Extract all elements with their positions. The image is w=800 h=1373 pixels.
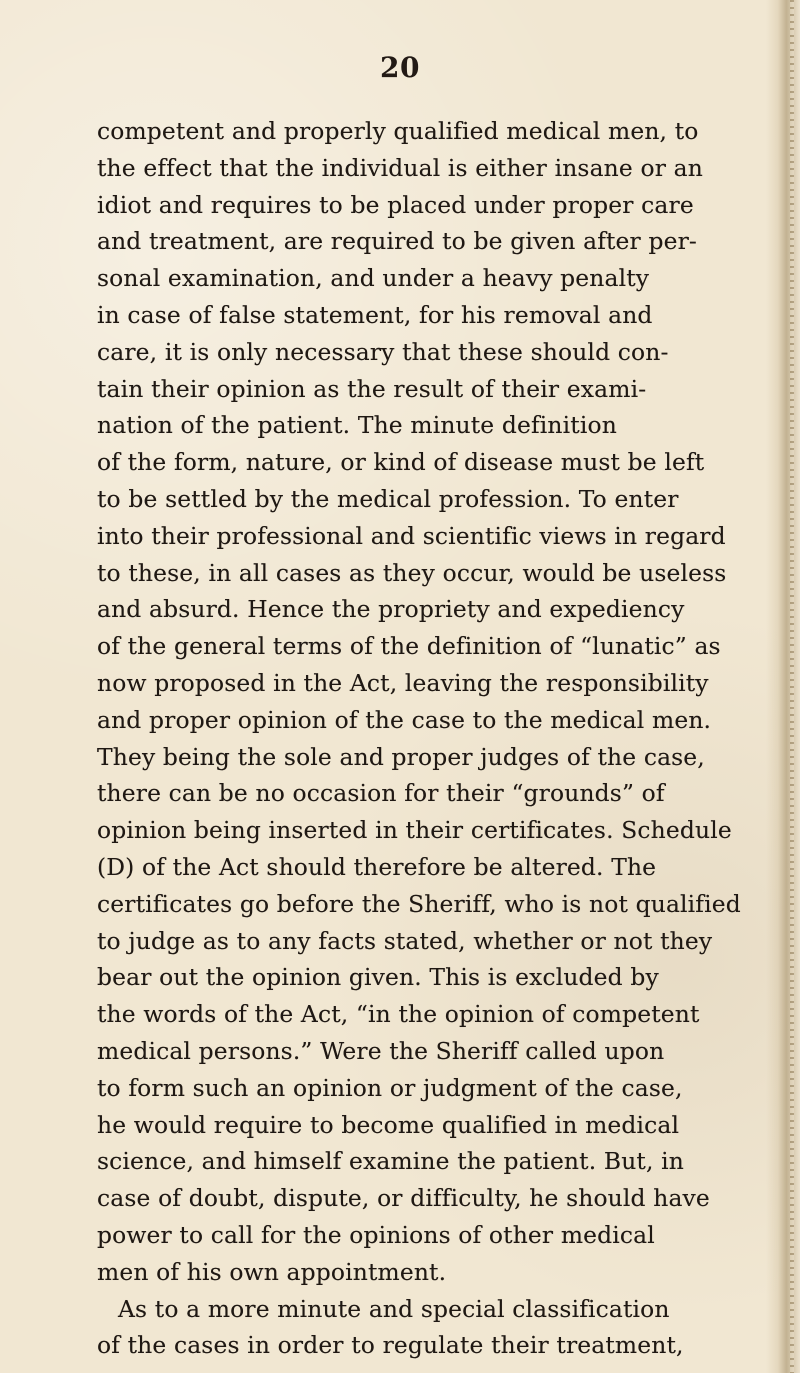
text-line: to be settled by the medical profession. To enter <box>97 484 679 513</box>
page-number: 20 <box>380 51 420 84</box>
text-line: tain their opinion as the result of their exami- <box>97 374 647 403</box>
text-line: the effect that the individual is either insane or an <box>97 153 703 182</box>
text-line: nation of the patient. The minute definition <box>97 411 617 440</box>
text-line: of the cases in order to regulate their treatment, <box>97 1331 684 1360</box>
text-line: They being the sole and proper judges of the case, <box>97 742 705 771</box>
text-line: of the form, nature, or kind of disease must be left <box>97 448 705 477</box>
text-line: competent and properly qualified medical men, to <box>97 117 699 145</box>
text-line: and proper opinion of the case to the medical men. <box>97 705 712 734</box>
text-line: there can be no occasion for their “grounds” of <box>97 779 665 808</box>
text-line: of the general terms of the definition of “lunatic” as <box>97 632 721 661</box>
text-line: to these, in all cases as they occur, would be useless <box>97 558 727 587</box>
text-line: case of doubt, dispute, or difficulty, he should have <box>97 1184 710 1213</box>
text-line: idiot and requires to be placed under proper care <box>97 190 694 219</box>
text-line: he would require to become qualified in medical <box>97 1110 680 1139</box>
text-line: to form such an opinion or judgment of the case, <box>97 1073 683 1102</box>
text-line: the words of the Act, “in the opinion of competent <box>97 1000 700 1029</box>
text-line: now proposed in the Act, leaving the responsibility <box>97 668 709 697</box>
text-line: (D) of the Act should therefore be altered. The <box>97 852 657 881</box>
text-line: power to call for the opinions of other medical <box>97 1220 655 1249</box>
text-line: certificates go before the Sheriff, who is not qualified <box>97 889 741 918</box>
body-text <box>96 113 790 1364</box>
text-line: and absurd. Hence the propriety and expediency <box>97 595 685 624</box>
text-line: men of his own appointment. <box>97 1257 447 1286</box>
text-line: bear out the opinion given. This is excluded by <box>97 963 659 992</box>
text-line: to judge as to any facts stated, whether or not they <box>97 926 713 955</box>
paragraph-start-line: As to a more minute and special classification <box>118 1294 670 1323</box>
text-line: into their professional and scientific views in regard <box>97 521 726 550</box>
text-line: sonal examination, and under a heavy penalty <box>97 264 650 293</box>
text-line: medical persons.” Were the Sheriff called upon <box>97 1036 665 1065</box>
text-line: opinion being inserted in their certificates. Schedule <box>97 816 732 845</box>
text-line: science, and himself examine the patient. But, in <box>97 1147 684 1176</box>
text-line: care, it is only necessary that these should con- <box>97 337 669 366</box>
text-line: in case of false statement, for his removal and <box>97 300 653 329</box>
text-line: and treatment, are required to be given after per- <box>97 227 697 256</box>
